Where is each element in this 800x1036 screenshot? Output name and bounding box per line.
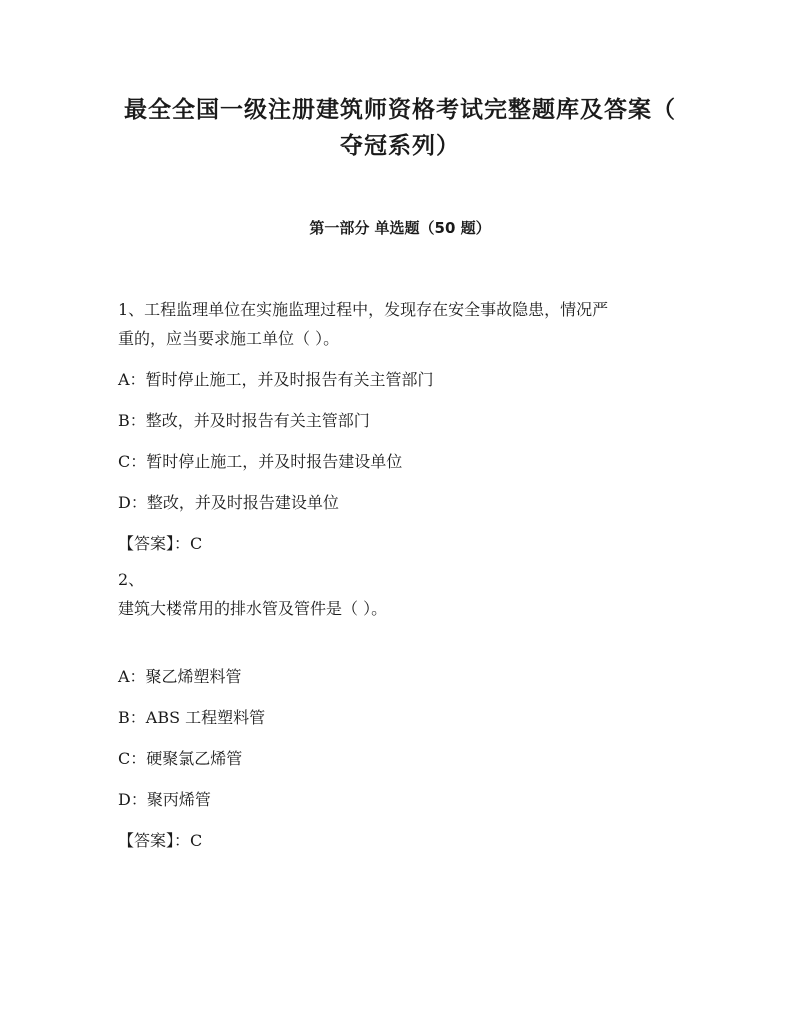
- section-heading: 第一部分 单选题（50 题）: [309, 219, 491, 237]
- question-2-number: 2、: [118, 570, 145, 589]
- question-1-option-b: B：整改，并及时报告有关主管部门: [118, 411, 370, 430]
- document-title-line-2: 夺冠系列）: [340, 132, 460, 159]
- question-1-option-d: D：整改，并及时报告建设单位: [118, 493, 339, 512]
- question-2-option-d: D：聚丙烯管: [118, 790, 211, 809]
- document-title-line-1: 最全全国一级注册建筑师资格考试完整题库及答案（: [124, 96, 676, 123]
- question-1-option-c: C：暂时停止施工，并及时报告建设单位: [118, 452, 403, 471]
- question-1-option-a: A：暂时停止施工，并及时报告有关主管部门: [118, 370, 434, 389]
- question-2-stem: 建筑大楼常用的排水管及管件是（ ）。: [118, 599, 388, 618]
- question-1-stem-line-1: 1、工程监理单位在实施监理过程中，发现存在安全事故隐患，情况严: [118, 300, 609, 319]
- question-2-option-b: B：ABS 工程塑料管: [118, 708, 266, 727]
- question-2-option-a: A：聚乙烯塑料管: [118, 667, 242, 686]
- question-1-answer: 【答案】：C: [118, 534, 203, 553]
- question-2-option-c: C：硬聚氯乙烯管: [118, 749, 243, 768]
- question-1-stem-line-2: 重的，应当要求施工单位（ ）。: [118, 329, 340, 348]
- question-2-answer: 【答案】：C: [118, 831, 203, 850]
